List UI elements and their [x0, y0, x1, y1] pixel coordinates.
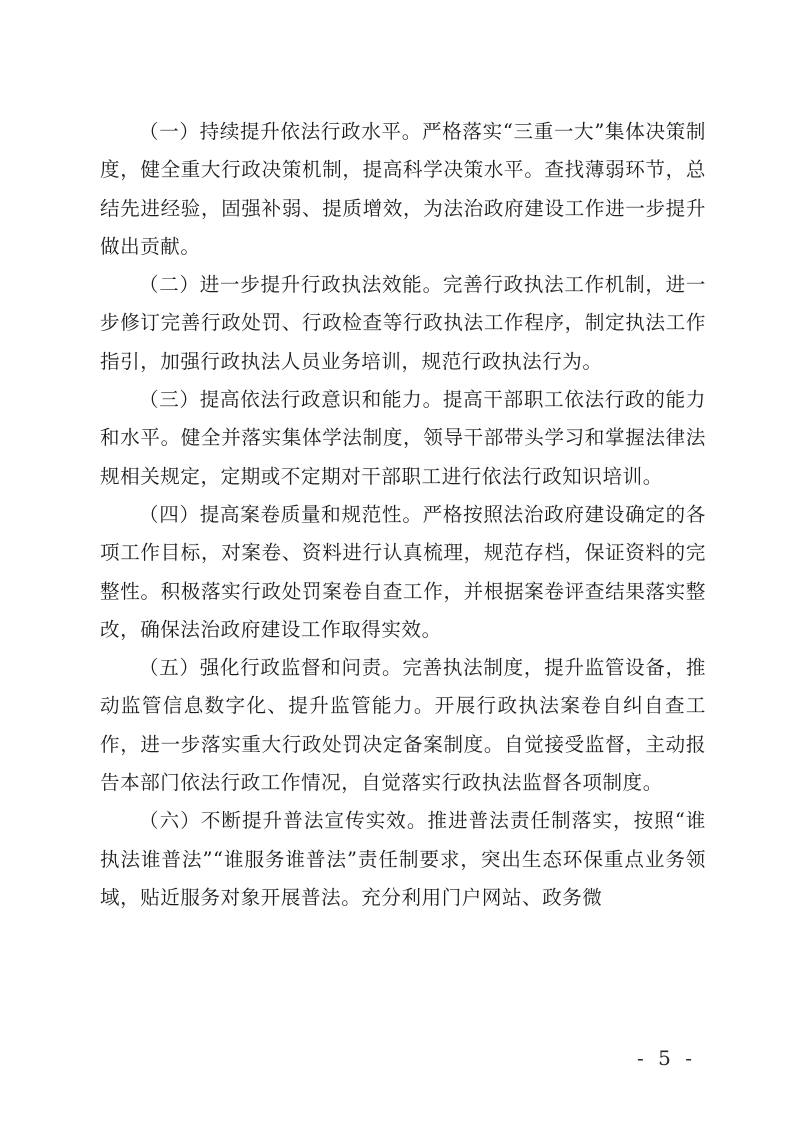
paragraph-body: 提高干部职工依法行政的能力和水平。健全并落实集体学法制度，领导干部带头学习和掌握法律法规相关规定，定期或不定期对干部职工进行依法行政知识培训。 [100, 388, 706, 488]
paragraph-heading: （五）强化行政监督和问责。 [139, 656, 403, 680]
paragraph-4 [100, 496, 706, 649]
paragraph-body: 推进普法责任制落实，按照“谁执法谁普法”“谁服务谁普法”责任制要求，突出生态环保重点业务领域，贴近服务对象开展普法。充分利用门户网站、政务微 [100, 809, 706, 909]
paragraph-heading: （四）提高案卷质量和规范性。 [139, 502, 423, 526]
paragraph-heading: （三）提高依法行政意识和能力。 [139, 388, 443, 412]
body-text [100, 113, 706, 917]
paragraph-body: 严格按照法治政府建设确定的各项工作目标，对案卷、资料进行认真梳理，规范存档，保证资料的完整性。积极落实行政处罚案卷自查工作，并根据案卷评查结果落实整改，确保法治政府建设工作取得实效。 [100, 502, 706, 641]
paragraph-6 [100, 802, 706, 917]
paragraph-heading: （六）不断提升普法宣传实效。 [139, 809, 428, 833]
paragraph-5 [100, 649, 706, 802]
paragraph-body: 完善行政执法工作机制，进一步修订完善行政处罚、行政检查等行政执法工作程序，制定执法工作指引，加强行政执法人员业务培训，规范行政执法行为。 [100, 273, 706, 373]
paragraph-heading: （一）持续提升依法行政水平。 [139, 120, 422, 143]
paragraph-heading: （二）进一步提升行政执法效能。 [139, 273, 443, 297]
paragraph-body: 完善执法制度，提升监管设备，推动监管信息数字化、提升监管能力。开展行政执法案卷自纠自查工作，进一步落实重大行政处罚决定备案制度。自觉接受监督，主动报告本部门依法行政工作情况，自觉落实行政执法监督各项制度。 [100, 656, 706, 795]
paragraph-1 [100, 113, 706, 266]
paragraph-body: 严格落实“三重一大”集体决策制度，健全重大行政决策机制，提高科学决策水平。查找薄弱环节，总结先进经验，固强补弱、提质增效，为法治政府建设工作进一步提升做出贡献。 [100, 120, 706, 258]
paragraph-3 [100, 381, 706, 496]
paragraph-2 [100, 266, 706, 381]
page-number: - 5 - [637, 1046, 696, 1070]
